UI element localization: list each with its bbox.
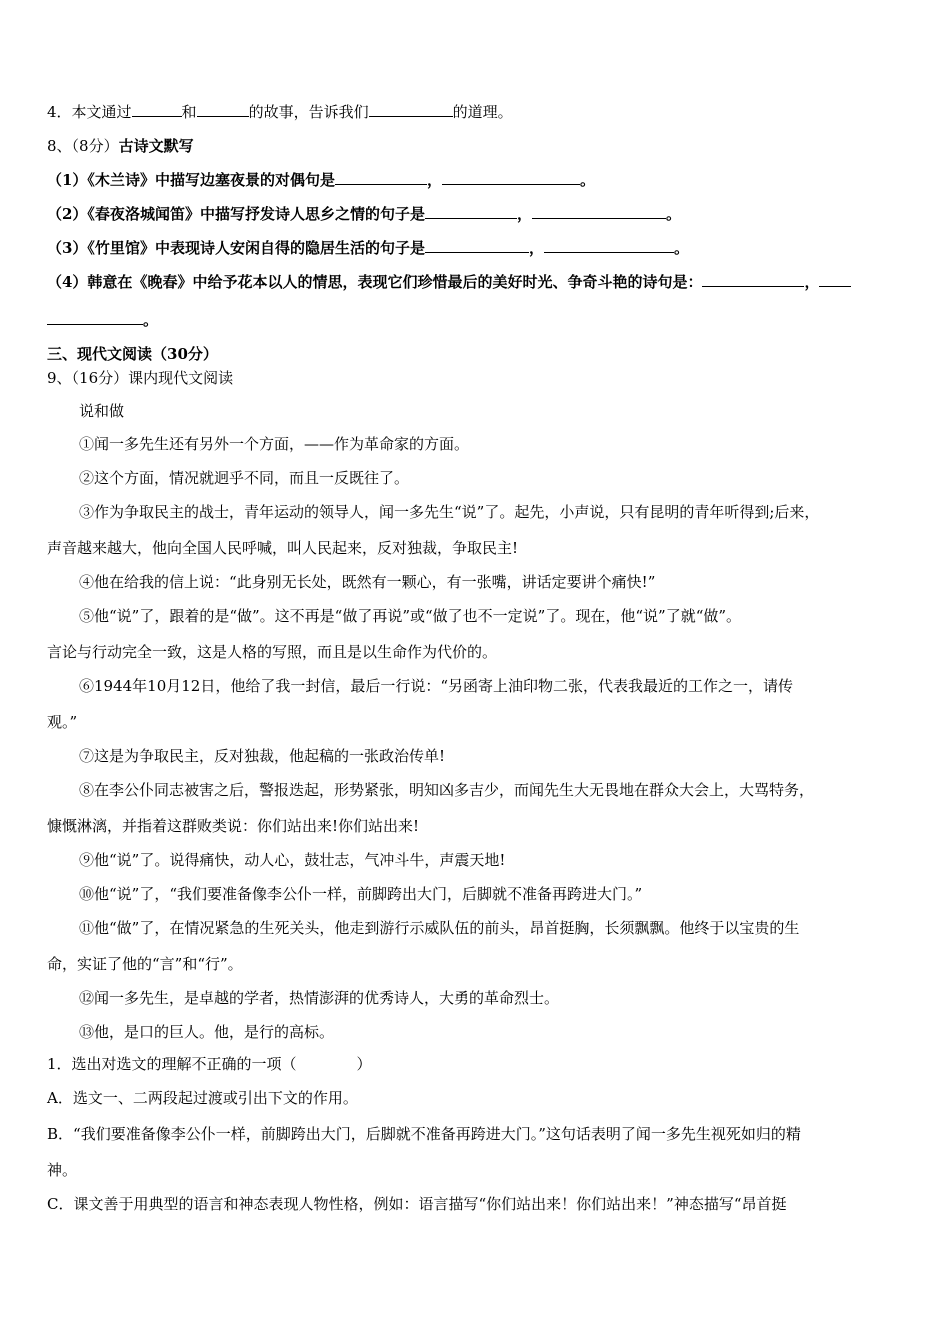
q8-item-4-blank-2a[interactable] xyxy=(819,272,851,287)
q8-item-2-end: 。 xyxy=(665,205,681,223)
q4-prefix: 4．本文通过 xyxy=(47,103,132,121)
q8-item-3-blank-2[interactable] xyxy=(544,238,674,253)
q8-item-3-end: 。 xyxy=(673,239,689,257)
paragraph-5-cont: 言论与行动完全一致，这是人格的写照，而且是以生命作为代价的。 xyxy=(47,643,498,661)
paragraph-4: ④他在给我的信上说：“此身别无长处，既然有一颗心，有一张嘴，讲话定要讲个痛快!” xyxy=(79,573,656,591)
paragraph-6-cont: 观。” xyxy=(47,713,78,731)
q8-item-1-sep: ， xyxy=(426,171,442,189)
q8-item-2-sep: ， xyxy=(516,205,532,223)
q8-item-2 xyxy=(47,204,681,224)
paragraph-6: ⑥1944年10月12日，他给了我一封信，最后一行说：“另函寄上油印物二张，代表我最近的工作之一，请传 xyxy=(79,677,794,695)
q8-item-1-blank-1[interactable] xyxy=(335,170,427,185)
option-b-cont: 神。 xyxy=(47,1161,78,1179)
paragraph-8-cont: 慷慨淋漓，并指着这群败类说：你们站出来!你们站出来! xyxy=(47,817,420,835)
q8-item-1-blank-2[interactable] xyxy=(442,170,580,185)
q8-item-4-blank-1[interactable] xyxy=(702,272,804,287)
q4-mid1: 和 xyxy=(181,103,197,121)
paragraph-13: ⑬他，是口的巨人。他，是行的高标。 xyxy=(79,1023,335,1041)
q8-item-4-blank-2b[interactable] xyxy=(47,310,143,325)
q4-suffix: 的道理。 xyxy=(452,103,513,121)
q8-item-4-sep: ， xyxy=(804,273,820,291)
q8-item-3-blank-1[interactable] xyxy=(425,238,529,253)
paragraph-5: ⑤他“说”了，跟着的是“做”。这不再是“做了再说”或“做了也不一定说”了。现在，他“说”了就“做”。 xyxy=(79,607,742,625)
sub-question-1: 1．选出对选文的理解不正确的一项（ ） xyxy=(47,1055,372,1073)
paragraph-3-cont: 声音越来越大，他向全国人民呼喊，叫人民起来，反对独裁，争取民主! xyxy=(47,539,519,557)
q8-item-3-sep: ， xyxy=(528,239,544,257)
paragraph-7: ⑦这是为争取民主，反对独裁，他起稿的一张政治传单! xyxy=(79,747,446,765)
q8-number: 8、（8分） xyxy=(47,137,119,155)
q4-mid2: 的故事，告诉我们 xyxy=(248,103,369,121)
q8-item-4 xyxy=(47,272,851,292)
paragraph-2: ②这个方面，情况就迥乎不同，而且一反既往了。 xyxy=(79,469,410,487)
paragraph-3: ③作为争取民主的战士，青年运动的领导人，闻一多先生“说”了。起先，小声说，只有昆明的青年听得到;后来， xyxy=(79,503,820,521)
paragraph-11: ⑪他“做”了，在情况紧急的生死关头，他走到游行示威队伍的前头，昂首挺胸，长须飘飘。他终于以宝贵的生 xyxy=(79,919,800,937)
q4-blank-2[interactable] xyxy=(197,102,249,117)
q8-item-3 xyxy=(47,238,689,258)
section-3-title: 三、现代文阅读（30分） xyxy=(47,345,218,363)
paragraph-1: ①闻一多先生还有另外一个方面，——作为革命家的方面。 xyxy=(79,435,470,453)
paragraph-12: ⑫闻一多先生，是卓越的学者，热情澎湃的优秀诗人，大勇的革命烈士。 xyxy=(79,989,560,1007)
passage-title: 说和做 xyxy=(79,402,125,420)
q8-item-2-text: （2）《春夜洛城闻笛》中描写抒发诗人思乡之情的句子是 xyxy=(47,205,425,223)
q8-item-1 xyxy=(47,170,595,190)
option-a: A．选文一、二两段起过渡或引出下文的作用。 xyxy=(47,1089,358,1107)
q8-item-2-blank-2[interactable] xyxy=(532,204,666,219)
q8-item-1-text: （1）《木兰诗》中描写边塞夜景的对偶句是 xyxy=(47,171,335,189)
q8-item-4-end: 。 xyxy=(143,311,159,329)
q8-item-4-continued xyxy=(47,310,158,330)
q8-item-2-blank-1[interactable] xyxy=(425,204,517,219)
q8-item-3-text: （3）《竹里馆》中表现诗人安闲自得的隐居生活的句子是 xyxy=(47,239,425,257)
paragraph-8: ⑧在李公仆同志被害之后，警报迭起，形势紧张，明知凶多吉少，而闻先生大无畏地在群众大会上，大骂特务， xyxy=(79,781,815,799)
option-c: C．课文善于用典型的语言和神态表现人物性格，例如：语言描写“你们站出来！你们站出来！”神态描写“昂首挺 xyxy=(47,1195,787,1213)
q8-title: 古诗文默写 xyxy=(118,137,194,155)
q8-item-1-end: 。 xyxy=(579,171,595,189)
q4-blank-3[interactable] xyxy=(369,102,453,117)
q4-blank-1[interactable] xyxy=(132,102,182,117)
question-4 xyxy=(47,102,513,122)
paragraph-9: ⑨他“说”了。说得痛快，动人心，鼓壮志，气冲斗牛，声震天地! xyxy=(79,851,506,869)
option-b: B．“我们要准备像李公仆一样，前脚跨出大门，后脚就不准备再跨进大门。”这句话表明了闻一多先生视死如归的精 xyxy=(47,1125,801,1143)
paragraph-11-cont: 命，实证了他的“言”和“行”。 xyxy=(47,955,243,973)
paragraph-10: ⑩他“说”了，“我们要准备像李公仆一样，前脚跨出大门，后脚就不准备再跨进大门。” xyxy=(79,885,643,903)
question-9-header: 9、（16分）课内现代文阅读 xyxy=(47,369,234,387)
question-8-header xyxy=(47,136,194,156)
q8-item-4-text: （4）韩意在《晚春》中给予花本以人的情思，表现它们珍惜最后的美好时光、争奇斗艳的诗句是： xyxy=(47,273,703,291)
